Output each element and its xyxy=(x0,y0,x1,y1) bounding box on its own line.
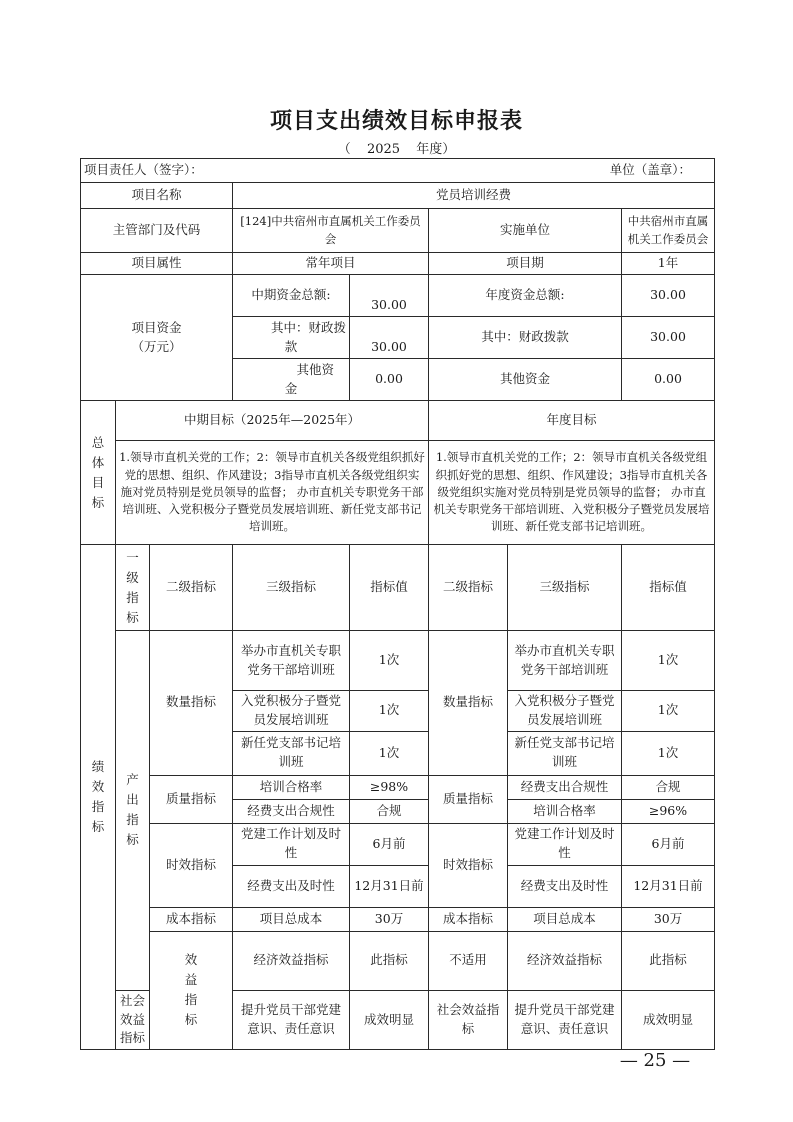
ql2-right: 培训合格率 xyxy=(508,799,622,823)
unit-label: 单位（盖章）： xyxy=(609,162,692,178)
mid-fiscal-label-a: 其中：财政拨 xyxy=(270,319,346,335)
c1-right-value: 30万 xyxy=(622,907,715,931)
level2-header-left: 二级指标 xyxy=(150,545,233,631)
funds-label-line1: 项目资金 xyxy=(131,319,182,335)
attr-value: 常年项目 xyxy=(233,253,429,275)
q1-left-value: 1次 xyxy=(350,631,429,691)
t1-left: 党建工作计划及时性 xyxy=(233,823,350,865)
social-label-left: 社会效益指标 xyxy=(116,990,150,1049)
annual-other-label: 其他资金 xyxy=(429,359,622,401)
annual-fiscal-label: 其中：财政拨款 xyxy=(429,317,622,359)
t2-left: 经费支出及时性 xyxy=(233,865,350,907)
cost-label-right: 成本指标 xyxy=(429,907,508,931)
quality-label-right: 质量指标 xyxy=(429,775,508,823)
s1-right: 提升党员干部党建意识、责任意识 xyxy=(508,990,622,1049)
e1-left: 此指标 xyxy=(350,931,429,990)
timeliness-label-right: 时效指标 xyxy=(429,823,508,907)
ql2-left: 经费支出合规性 xyxy=(233,799,350,823)
t1-left-value: 6月前 xyxy=(350,823,429,865)
annual-goal-header: 年度目标 xyxy=(429,401,715,441)
economic-label-right: 经济效益指标 xyxy=(508,931,622,990)
e1-left-value: 不适用 xyxy=(429,931,508,990)
e1-right: 此指标 xyxy=(622,931,715,990)
ql1-left: 培训合格率 xyxy=(233,775,350,799)
ql2-right-value: ≥96% xyxy=(622,799,715,823)
value-header-right: 指标值 xyxy=(622,545,715,631)
mid-fiscal-value: 30.00 xyxy=(350,317,429,359)
t1-right-value: 6月前 xyxy=(622,823,715,865)
q2-left-value: 1次 xyxy=(350,691,429,732)
benefit-indicator-label: 效益指标 xyxy=(150,931,233,1050)
q1-right-value: 1次 xyxy=(622,631,715,691)
ql2-left-value: 合规 xyxy=(350,799,429,823)
period-label: 项目期 xyxy=(429,253,622,275)
signature-row xyxy=(81,159,715,183)
mid-other-value: 0.00 xyxy=(350,359,429,401)
q3-left-value: 1次 xyxy=(350,731,429,775)
mid-total-value: 30.00 xyxy=(350,275,429,317)
mid-other-label xyxy=(233,359,350,401)
s1-right-value: 成效明显 xyxy=(622,990,715,1049)
mid-fiscal-label-b: 款 xyxy=(284,338,298,354)
level3-header-left: 三级指标 xyxy=(233,545,350,631)
impl-unit-label: 实施单位 xyxy=(429,209,622,253)
dept-value: [124]中共宿州市直属机关工作委员会 xyxy=(233,209,429,253)
t2-right: 经费支出及时性 xyxy=(508,865,622,907)
mid-fiscal-label xyxy=(233,317,350,359)
project-name-label: 项目名称 xyxy=(81,183,233,209)
mid-total-label: 中期资金总额: xyxy=(233,275,350,317)
level1-header: 一级指标 xyxy=(116,545,150,631)
q3-right-value: 1次 xyxy=(622,731,715,775)
ql1-right-value: 合规 xyxy=(622,775,715,799)
mid-goal-text: 1.领导市直机关党的工作；2：领导市直机关各级党组织抓好党的思想、组织、作风建设；3指导市直机关各级党组织实施对党员特别是党员领导的监督； 办市直机关专职党务干部培训班、入党积极分子暨党员发展培训班、新任党支部书记培训班。 xyxy=(116,441,429,545)
level3-header-right: 三级指标 xyxy=(508,545,622,631)
ql1-left-value: ≥98% xyxy=(350,775,429,799)
q2-left: 入党积极分子暨党员发展培训班 xyxy=(233,691,350,732)
value-header-left: 指标值 xyxy=(350,545,429,631)
s1-left-value: 成效明显 xyxy=(350,990,429,1049)
performance-table xyxy=(80,158,715,1050)
t2-right-value: 12月31日前 xyxy=(622,865,715,907)
t1-right: 党建工作计划及时性 xyxy=(508,823,622,865)
year-open: （ xyxy=(337,142,351,157)
social-label-right: 社会效益指标 xyxy=(429,990,508,1049)
year-value: 2025 xyxy=(366,142,401,157)
impl-unit-value: 中共宿州市直属机关工作委员会 xyxy=(622,209,715,253)
q1-right: 举办市直机关专职党务干部培训班 xyxy=(508,631,622,691)
ql1-right: 经费支出合规性 xyxy=(508,775,622,799)
project-name-value: 党员培训经费 xyxy=(233,183,715,209)
annual-total-value: 30.00 xyxy=(622,275,715,317)
t2-left-value: 12月31日前 xyxy=(350,865,429,907)
mid-other-label-b: 金 xyxy=(284,380,298,396)
economic-label-left: 经济效益指标 xyxy=(233,931,350,990)
annual-total-label: 年度资金总额: xyxy=(429,275,622,317)
annual-goal-text: 1.领导市直机关党的工作；2：领导市直机关各级党组织抓好党的思想、组织、作风建设；3指导市直机关各级党组织实施对党员特别是党员领导的监督； 办市直机关专职党务干部培训班、入党积极分子暨党员发展培训班、新任党支部书记培训班。 xyxy=(429,441,715,545)
page-number: — 25 — xyxy=(619,1050,691,1071)
funds-label xyxy=(81,275,233,401)
output-indicator-label: 产出指标 xyxy=(116,631,150,991)
c1-left-value: 30万 xyxy=(350,907,429,931)
quantity-label-right: 数量指标 xyxy=(429,631,508,776)
annual-other-value: 0.00 xyxy=(622,359,715,401)
page-title: 项目支出绩效目标申报表 xyxy=(269,109,523,134)
q2-right-value: 1次 xyxy=(622,691,715,732)
quality-label-left: 质量指标 xyxy=(150,775,233,823)
attr-label: 项目属性 xyxy=(81,253,233,275)
period-value: 1年 xyxy=(622,253,715,275)
timeliness-label-left: 时效指标 xyxy=(150,823,233,907)
indicators-label: 绩效指标 xyxy=(81,545,116,1050)
mid-other-label-a: 其他资 xyxy=(296,361,334,377)
goals-label: 总体目标 xyxy=(81,401,116,545)
person-label: 项目责任人（签字）： xyxy=(84,162,203,178)
mid-goal-header: 中期目标（2025年—2025年） xyxy=(116,401,429,441)
q3-left: 新任党支部书记培训班 xyxy=(233,731,350,775)
c1-right: 项目总成本 xyxy=(508,907,622,931)
level2-header-right: 二级指标 xyxy=(429,545,508,631)
funds-label-line2: （万元） xyxy=(131,338,182,354)
cost-label-left: 成本指标 xyxy=(150,907,233,931)
q1-left: 举办市直机关专职党务干部培训班 xyxy=(233,631,350,691)
q3-right: 新任党支部书记培训班 xyxy=(508,731,622,775)
s1-left: 提升党员干部党建意识、责任意识 xyxy=(233,990,350,1049)
annual-fiscal-value: 30.00 xyxy=(622,317,715,359)
year-line xyxy=(0,138,793,157)
q2-right: 入党积极分子暨党员发展培训班 xyxy=(508,691,622,732)
quantity-label-left: 数量指标 xyxy=(150,631,233,776)
c1-left: 项目总成本 xyxy=(233,907,350,931)
dept-label: 主管部门及代码 xyxy=(81,209,233,253)
year-suffix: 年度） xyxy=(416,142,456,157)
